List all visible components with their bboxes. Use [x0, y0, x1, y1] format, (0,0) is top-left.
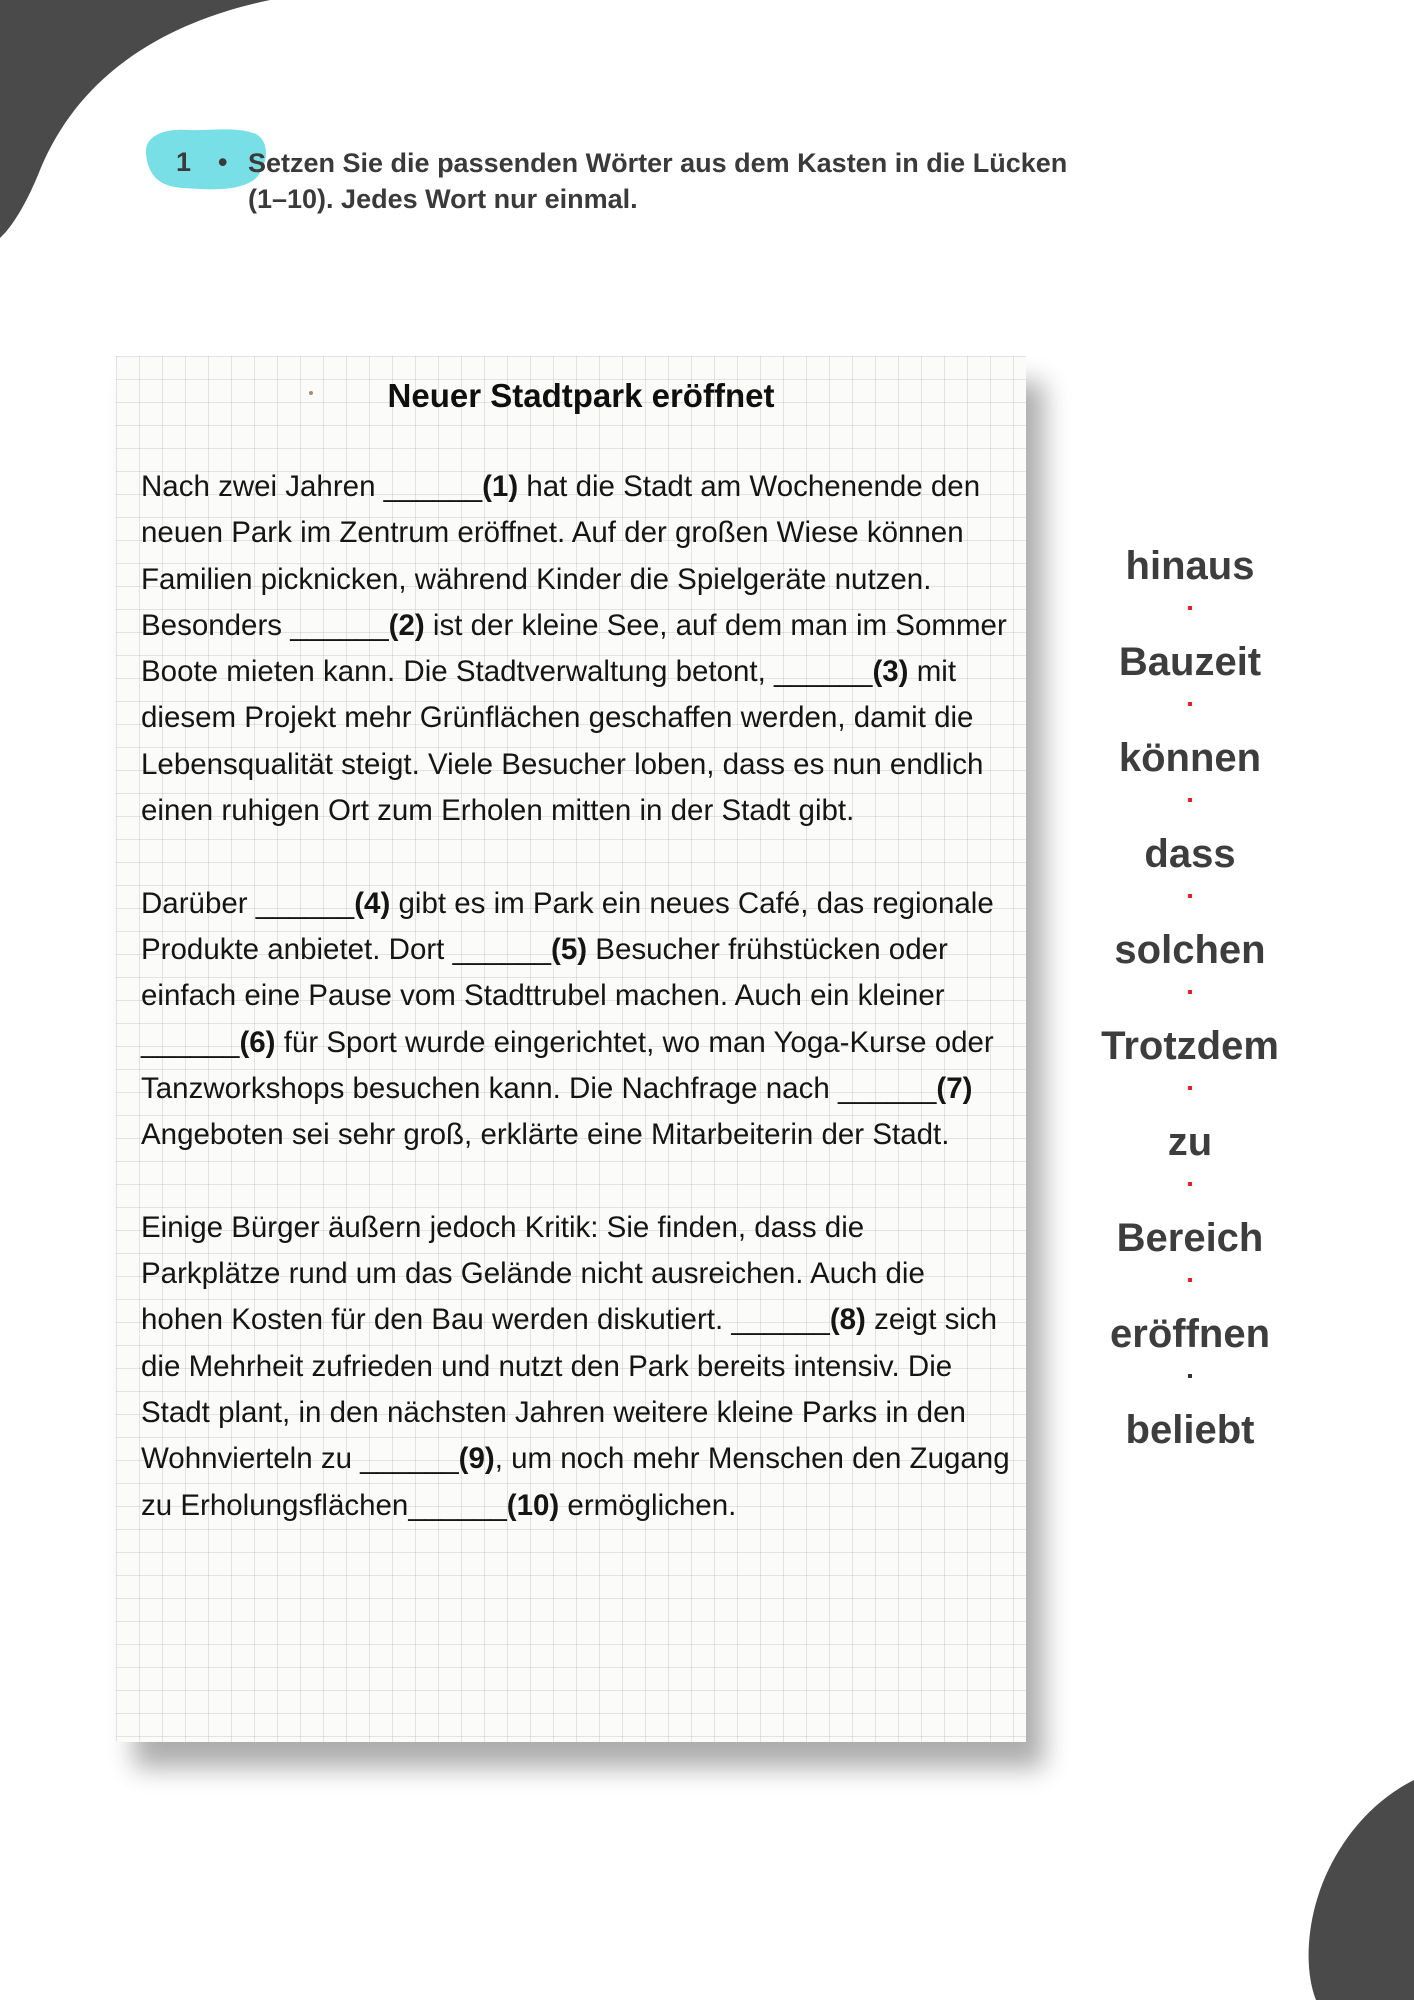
gap-number: (8): [829, 1303, 866, 1337]
article-body: [141, 464, 1011, 1529]
word-separator: [1080, 1172, 1300, 1208]
word-bank-item: hinaus: [1125, 544, 1255, 588]
task-instruction: Setzen Sie die passenden Wörter aus dem Kasten in die Lücken (1–10). Jedes Wort nur einmal.: [248, 148, 1068, 214]
task-number: 1: [176, 147, 192, 177]
paragraph-text: mit diesem Projekt mehr Grünflächen geschaffen werden, damit die Lebensqualität steigt. Viele Besucher loben, dass es nun endlich einen ruhigen Ort zum Erholen mitten in der Stadt gibt.: [141, 655, 984, 828]
word-separator: [1080, 692, 1300, 728]
gap-number: (10): [506, 1488, 560, 1522]
word-separator: [1080, 884, 1300, 920]
word-bank-item: beliebt: [1125, 1408, 1255, 1452]
paragraph-text: zeigt sich die Mehrheit zufrieden und nutzt den Park bereits intensiv. Die Stadt plant, in den nächsten Jahren weitere kleine Parks in den Wohnvierteln zu ______: [141, 1303, 998, 1476]
task-bullet: •: [218, 147, 228, 177]
paragraph-text: Einige Bürger äußern jedoch Kritik: Sie finden, dass die Parkplätze rund um das Gelände nicht ausreichen. Auch die hohen Kosten für den Bau werden diskutiert. ______: [141, 1210, 925, 1337]
word-bank-item: können: [1118, 736, 1262, 780]
gap-number: (4): [354, 886, 391, 920]
paragraph-text: Nach zwei Jahren ______: [141, 470, 483, 503]
gap-number: (1): [482, 470, 519, 503]
paragraph-text: Darüber ______: [141, 886, 355, 920]
paragraph-text: Besucher frühstücken oder einfach eine Pause vom Stadttrubel machen. Auch ein kleiner ______: [141, 932, 948, 1059]
paragraph-text: hat die Stadt am Wochenende den neuen Park im Zentrum eröffnet. Auf der großen Wiese können Familien picknicken, während Kinder die Spielgeräte nutzen. Besonders ______: [141, 470, 981, 642]
word-separator: [1080, 1268, 1300, 1304]
word-separator: [1080, 980, 1300, 1016]
article-paragraph: [141, 1205, 1011, 1529]
paragraph-text: Angeboten sei sehr groß, erklärte eine Mitarbeiterin der Stadt.: [141, 1118, 950, 1152]
gap-number: (5): [551, 932, 588, 966]
paragraph-text: für Sport wurde eingerichtet, wo man Yoga-Kurse oder Tanzworkshops besuchen kann. Die Nachfrage nach ______: [141, 1025, 994, 1105]
gap-number: (3): [872, 655, 909, 689]
paragraph-text: gibt es im Park ein neues Café, das regionale Produkte anbietet. Dort ______: [141, 886, 994, 966]
paragraph-text: , um noch mehr Menschen den Zugang zu Erholungsflächen______: [141, 1442, 1010, 1522]
article-paragraph: [141, 464, 1011, 834]
gap-number: (9): [458, 1442, 495, 1476]
gap-number: (6): [239, 1025, 276, 1059]
article-title: Neuer Stadtpark eröffnet: [387, 377, 775, 414]
gap-number: (2): [388, 608, 425, 642]
paragraph-text: ist der kleine See, auf dem man im Sommer Boote mieten kann. Die Stadtverwaltung betont, ______: [141, 608, 1007, 689]
word-bank-item: eröffnen: [1110, 1312, 1270, 1356]
word-bank-item: Trotzdem: [1101, 1024, 1279, 1068]
word-bank-item: zu: [1167, 1120, 1213, 1164]
word-bank: [1080, 536, 1300, 1460]
word-separator: [1080, 1076, 1300, 1112]
word-separator: [1080, 788, 1300, 824]
word-bank-item: dass: [1144, 832, 1236, 876]
word-bank-item: solchen: [1114, 928, 1266, 972]
task-header: [140, 126, 1100, 216]
word-separator: [1080, 596, 1300, 632]
word-bank-item: Bauzeit: [1118, 640, 1262, 684]
article-paragraph: [141, 881, 1011, 1159]
gap-number: (7): [936, 1071, 973, 1105]
paragraph-text: ermöglichen.: [559, 1488, 737, 1522]
word-separator: [1080, 1364, 1300, 1400]
word-bank-item: Bereich: [1116, 1216, 1264, 1260]
corner-decoration-bottom-right: [1304, 1780, 1414, 2000]
article-sheet: [116, 356, 1026, 1742]
